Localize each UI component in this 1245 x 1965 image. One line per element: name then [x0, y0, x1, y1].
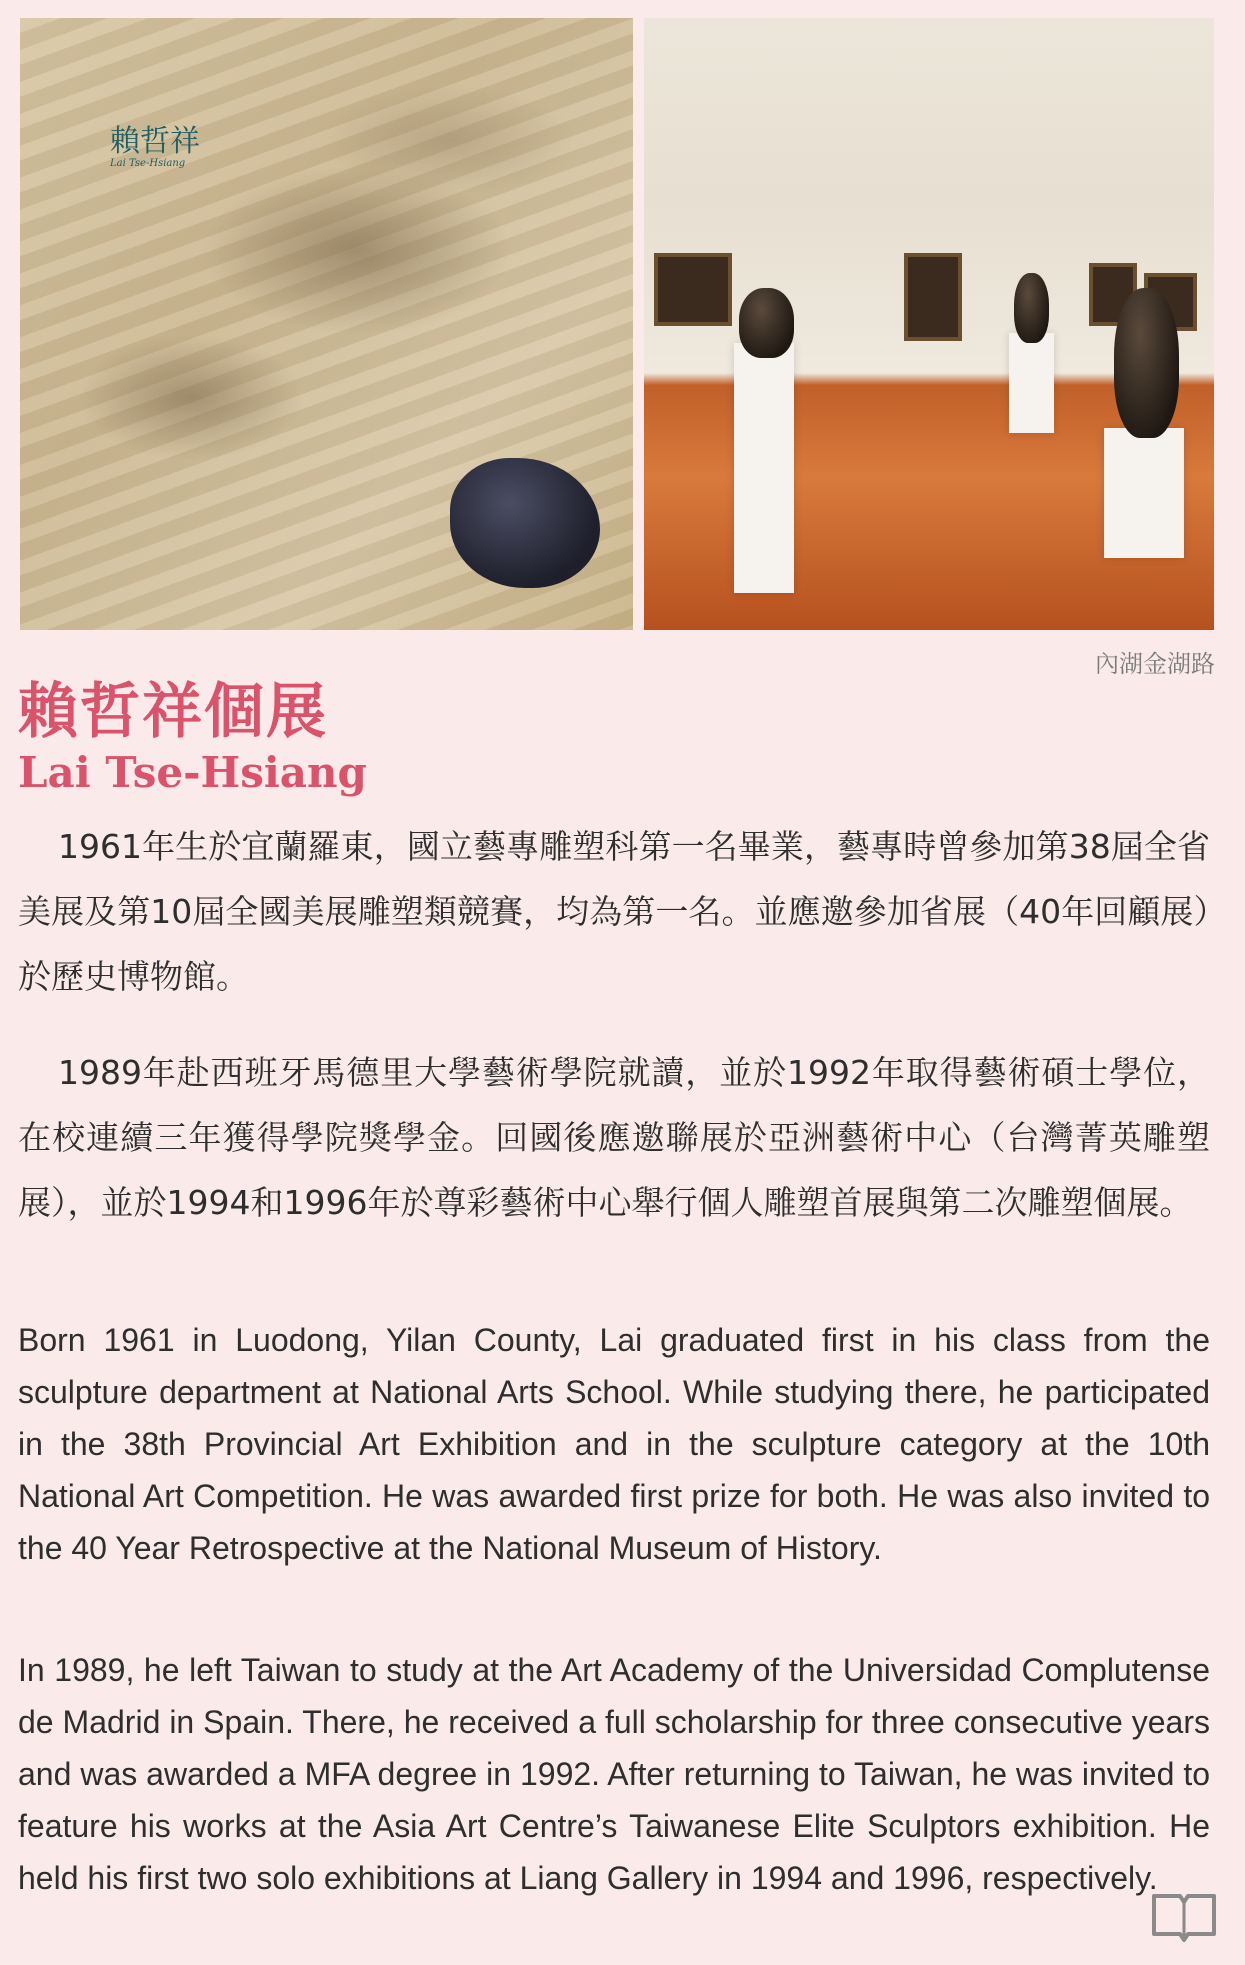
bronze-sculpture [1114, 288, 1179, 438]
bio-en-paragraph: Born 1961 in Luodong, Yilan County, Lai graduated first in his class from the sculpture department at National Arts School. While studying there, he participated in the 38th Provincial Art Exhibition and in the sculpture category at the 10th National Art Competition. He was awarded first prize for both. He was also invited to the 40 Year Retrospective at the National Museum of History. [18, 1322, 1210, 1566]
exhibition-title-zh: 賴哲祥個展 [18, 677, 328, 747]
sculpture-shape [450, 458, 600, 588]
pedestal [1009, 333, 1054, 433]
reader-mode-icon[interactable] [1150, 1890, 1218, 1946]
album-cover-photo [20, 18, 633, 630]
bio-zh-paragraph: 1989年赴西班牙馬德里大學藝術學院就讀，並於1992年取得藝術碩士學位，在校連續三年獲得學院獎學金。回國後應邀聯展於亞洲藝術中心（台灣菁英雕塑展），並於1994和1996年於尊彩藝術中心舉行個人雕塑首展與第二次雕塑個展。 [18, 1053, 1210, 1222]
artist-name-en: Lai Tse-Hsiang [18, 748, 367, 797]
gallery-interior-photo [644, 18, 1214, 630]
bio-en-paragraph: In 1989, he left Taiwan to study at the Art Academy of the Universidad Complutense de Madrid in Spain. There, he received a full scholarship for three consecutive years and was awarded a MFA degree in 1992. After returning to Taiwan, he was invited to feature his works at the Asia Art Centre’s Taiwanese Elite Sculptors exhibition. He held his first two solo exhibitions at Liang Gallery in 1994 and 1996, respectively. [18, 1652, 1210, 1896]
pedestal [1104, 428, 1184, 558]
pedestal [734, 343, 794, 593]
bronze-sculpture [1014, 273, 1049, 343]
cover-title-en: Lai Tse-Hsiang [110, 158, 186, 169]
wall-painting [904, 253, 962, 341]
wall-painting [654, 253, 732, 326]
photo-caption: 內湖金湖路 [1095, 650, 1215, 678]
cover-title-zh: 賴哲祥 [110, 124, 200, 159]
bronze-sculpture [739, 288, 794, 358]
bio-zh-paragraph: 1961年生於宜蘭羅東，國立藝專雕塑科第一名畢業，藝專時曾參加第38屆全省美展及第10屆全國美展雕塑類競賽，均為第一名。並應邀參加省展（40年回顧展）於歷史博物館。 [18, 827, 1210, 996]
